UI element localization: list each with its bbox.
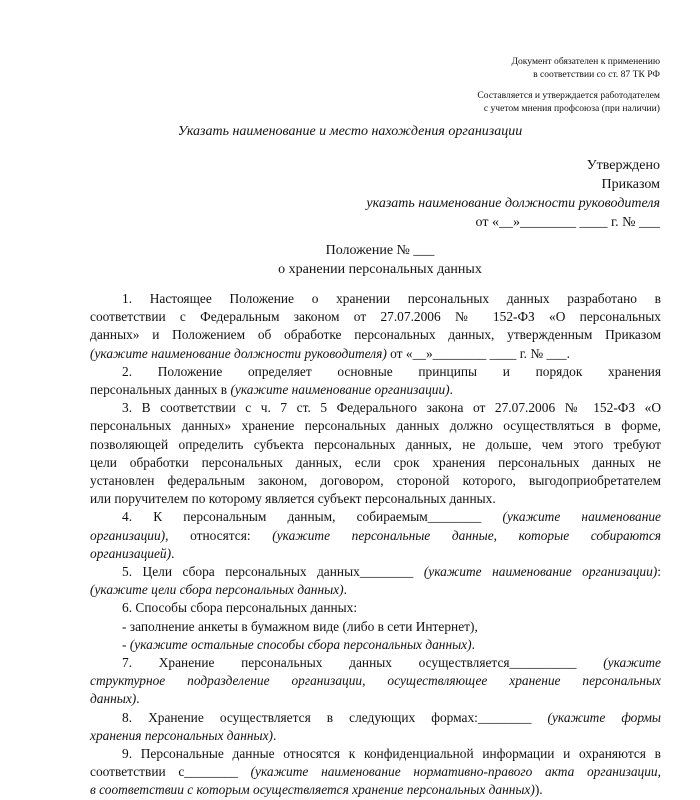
clause-5-text: 5. Цели сбора персональных данных________ — [122, 564, 424, 580]
clause-1-date: от «__»________ ____ г. № ___. — [386, 345, 570, 361]
clause-4-line1 — [90, 508, 661, 526]
clause-2-text: персональных данных в — [90, 382, 231, 398]
mandatory-note — [511, 56, 660, 81]
clause-2-line1: 2. Положение определяет основные принципы и порядок хранения — [122, 363, 661, 379]
clause-6-line2: - заполнение анкеты в бумажном виде (либо в сети Интернет), — [122, 618, 478, 634]
document-title — [0, 241, 700, 279]
manager-position-placeholder: указать наименование должности руководителя — [366, 196, 660, 211]
clause-7-end: . — [136, 691, 140, 707]
clause-1-line3: данных» и Положением об обработке персональных данных, утвержденным Приказом — [90, 327, 661, 343]
clause-6-line3 — [90, 636, 661, 654]
clause-5-placeholder-b: (укажите цели сбора персональных данных) — [90, 582, 344, 598]
clause-4-line2 — [90, 527, 661, 545]
clause-4-placeholder-d: организацией) — [90, 545, 172, 561]
clause-8-line2 — [90, 727, 661, 745]
clause-9-line2 — [90, 763, 661, 781]
clause-4-end: . — [171, 545, 175, 561]
clause-8-text: 8. Хранение осуществляется в следующих формах:________ — [122, 709, 548, 725]
clause-3-line6: или поручителем по которому является субъект персональных данных. — [90, 491, 496, 507]
clause-4-text: 4. К персональным данным, собираемым________ — [122, 509, 503, 525]
order-date-line: от «__»________ ____ г. № ___ — [475, 215, 660, 230]
clause-3-line4: цели обработки персональных данных, если срок хранения персональных данных не — [90, 454, 661, 470]
clause-4-placeholder-c: (укажите персональные данные, которые собираются — [272, 527, 661, 543]
clause-4-placeholder-a: (укажите наименование — [502, 509, 661, 525]
clause-5-placeholder-a: (укажите наименование организации) — [423, 564, 658, 580]
clause-6-line1: 6. Способы сбора персональных данных: — [122, 600, 358, 616]
clause-6-end: . — [471, 636, 475, 652]
clause-4-line3 — [90, 545, 661, 563]
approved-label: Утверждено — [586, 158, 660, 173]
clause-2-placeholder: (укажите наименование организации) — [230, 382, 450, 398]
clause-9-placeholder-a: (укажите наименование нормативно-правого акта организации, — [250, 764, 661, 780]
clause-8-placeholder-b: хранения персональных данных) — [90, 727, 273, 743]
clause-9-line1: 9. Персональные данные относятся к конфиденциальной информации и охраняются в — [122, 746, 661, 762]
clause-9-placeholder-b: в соответствии с которым осуществляется хранение персональных данных) — [90, 782, 535, 798]
clause-1-line4 — [90, 345, 661, 363]
clause-7-placeholder-a: (укажите — [603, 655, 661, 671]
clause-9-text: соответствии с________ — [90, 764, 251, 780]
clause-5-line1 — [90, 563, 661, 581]
approval-note — [477, 90, 660, 115]
clause-8-line1 — [90, 709, 661, 727]
approval-block — [366, 156, 660, 232]
clause-8-placeholder-a: (укажите формы — [547, 709, 661, 725]
clause-4-text-b: , относятся: — [165, 527, 273, 543]
title-line1: Положение № ___ — [325, 243, 435, 258]
clause-3-line1: 3. В соответствии с ч. 7 ст. 5 Федерального закона от 27.07.2006 № 152-ФЗ «О — [122, 400, 661, 416]
clause-7-line1 — [90, 654, 661, 672]
clause-7-line2: структурное подразделение организации, осуществляющее хранение персональных — [90, 673, 661, 689]
approval-note-line2: с учетом мнения профсоюза (при наличии) — [483, 102, 660, 114]
clause-6-placeholder: (укажите остальные способы сбора персональных данных) — [129, 636, 472, 652]
clause-5-end: . — [343, 582, 347, 598]
clause-3-line5: установлен федеральным законом, договором, стороной которого, выгодоприобретателем — [90, 473, 661, 489]
clause-4-placeholder-b: организации) — [90, 527, 166, 543]
document-body — [90, 290, 661, 800]
clause-8-end: . — [272, 727, 277, 743]
clause-1-placeholder: (укажите наименование должности руководителя) — [90, 345, 387, 361]
clause-9-end: ). — [534, 782, 543, 798]
clause-1-line1: 1. Настоящее Положение о хранении персональных данных разработано в — [122, 291, 661, 306]
clause-7-placeholder-b: данных) — [90, 691, 137, 707]
mandatory-note-line2: в соответствии со ст. 87 ТК РФ — [533, 68, 660, 80]
clause-7-text: 7. Хранение персональных данных осуществляется__________ — [122, 655, 604, 671]
organization-placeholder: Указать наименование и место нахождения организации — [177, 124, 523, 139]
clause-7-line3 — [90, 690, 661, 708]
order-label: Приказом — [601, 177, 660, 192]
approval-note-line1: Составляется и утверждается работодателем — [477, 90, 660, 101]
clause-9-line3 — [90, 781, 661, 799]
clause-2-line2 — [90, 381, 661, 399]
clause-3-line2: персональных данных» хранение персональных данных должно осуществляться в форме, — [90, 418, 661, 434]
mandatory-note-line1: Документ обязателен к применению — [511, 56, 660, 67]
title-line2: о хранении персональных данных — [278, 262, 482, 277]
clause-5-line2 — [90, 581, 661, 599]
clause-5-colon: : — [657, 564, 661, 580]
clause-3-line3: позволяющей определить субъекта персональных данных, не дольше, чем этого требуют — [90, 436, 661, 452]
clause-6-dash: - — [122, 636, 130, 652]
clause-2-end: . — [449, 382, 453, 398]
clause-1-line2: соответствии с Федеральным законом от 27.07.2006 № 152-ФЗ «О персональных — [90, 309, 661, 325]
